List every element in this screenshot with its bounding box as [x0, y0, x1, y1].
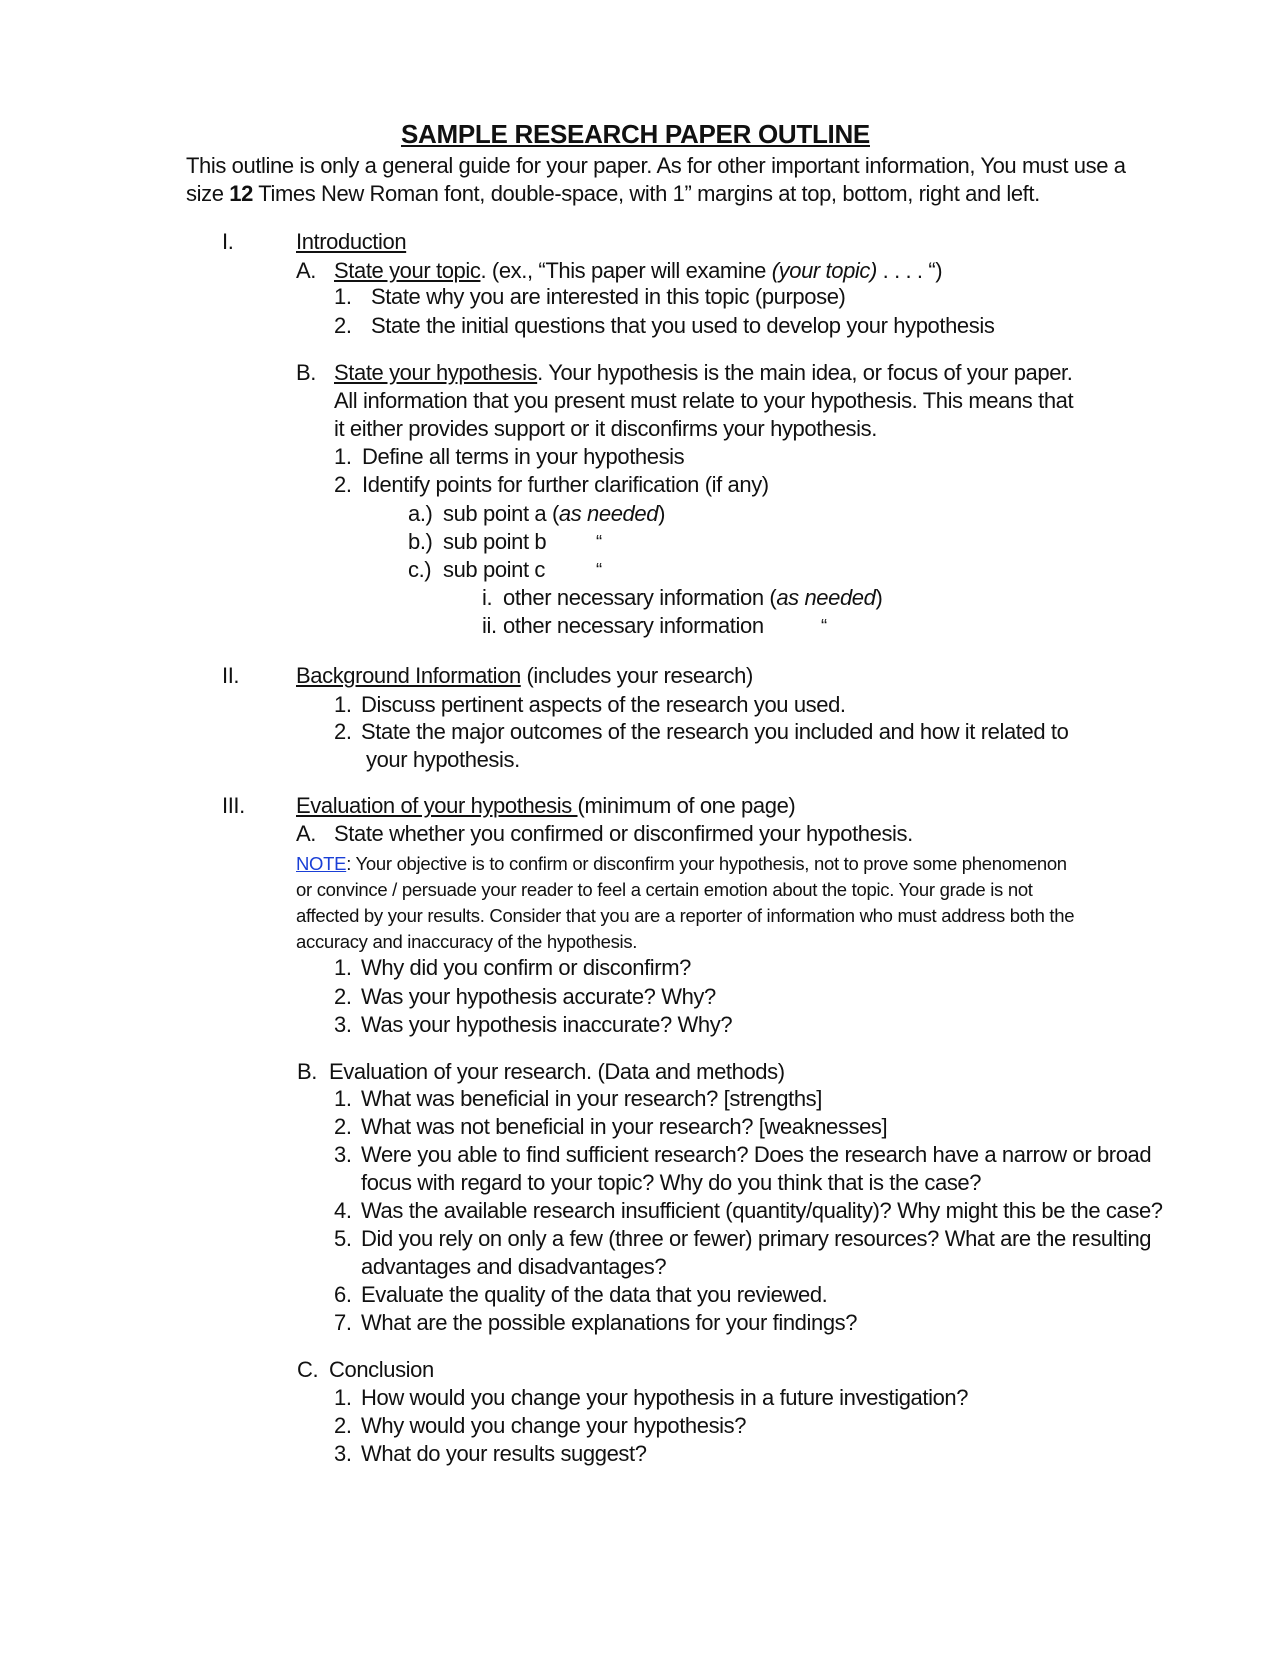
s1-b-label: B.: [296, 360, 316, 385]
s1-b-line-2: All information that you present must relate to your hypothesis. This means that: [334, 388, 1074, 413]
list-item-number: 3.: [334, 1012, 352, 1037]
list-item-number: 2.: [334, 984, 352, 1009]
list-item-number: 1.: [334, 444, 352, 469]
note-line-3: affected by your results. Consider that you are a reporter of information who must address both the: [296, 905, 1075, 926]
ditto-mark: “: [596, 559, 602, 580]
list-item: Was your hypothesis inaccurate? Why?: [361, 1012, 733, 1037]
s1-a-heading: State your topic: [334, 258, 481, 283]
list-item: Was the available research insufficient (quantity/quality)? Why might this be the case?: [361, 1198, 1163, 1223]
list-item-continuation: your hypothesis.: [366, 747, 520, 772]
list-item: What was not beneficial in your research? [weaknesses]: [361, 1114, 888, 1139]
s3-c-text: Conclusion: [329, 1357, 434, 1382]
list-item-number: 3.: [334, 1441, 352, 1466]
s1-b-heading: State your hypothesis: [334, 360, 538, 385]
list-item: Did you rely on only a few (three or fewer) primary resources? What are the resulting: [361, 1226, 1152, 1251]
intro-line-2: size 12 Times New Roman font, double-space, with 1” margins at top, bottom, right and left.: [186, 181, 1040, 206]
list-item: State why you are interested in this topic (purpose): [371, 284, 846, 309]
sub-point-label: b.): [408, 529, 433, 554]
sub-sub-point-label: i.: [482, 585, 493, 610]
ditto-mark: “: [596, 531, 602, 552]
section-3-heading: Evaluation of your hypothesis: [296, 793, 578, 818]
s3-a-text: State whether you confirmed or disconfirmed your hypothesis.: [334, 821, 913, 846]
sub-sub-point: other necessary information (as needed): [503, 585, 883, 610]
list-item-number: 3.: [334, 1142, 352, 1167]
list-item-number: 1.: [334, 284, 352, 309]
note-line-4: accuracy and inaccuracy of the hypothesis.: [296, 931, 638, 952]
section-3-numeral: III.: [222, 793, 245, 818]
sub-point: sub point c: [443, 557, 546, 582]
list-item-number: 2.: [334, 472, 352, 497]
list-item-number: 1.: [334, 692, 352, 717]
list-item-number: 2.: [334, 719, 352, 744]
section-2-heading-line: Background Information (includes your research): [296, 663, 753, 688]
list-item-number: 4.: [334, 1198, 352, 1223]
list-item: Why would you change your hypothesis?: [361, 1413, 747, 1438]
list-item-number: 7.: [334, 1310, 352, 1335]
list-item-number: 2.: [334, 313, 352, 338]
list-item-number: 1.: [334, 1385, 352, 1410]
list-item: Identify points for further clarification (if any): [362, 472, 769, 497]
list-item: State the major outcomes of the research you included and how it related to: [361, 719, 1069, 744]
list-item: What was beneficial in your research? [strengths]: [361, 1086, 822, 1111]
note-line-2: or convince / persuade your reader to feel a certain emotion about the topic. Your grade is not: [296, 879, 1033, 900]
section-3-heading-line: Evaluation of your hypothesis (minimum of one page): [296, 793, 796, 818]
list-item: Why did you confirm or disconfirm?: [361, 955, 691, 980]
s1-b-text: State your hypothesis. Your hypothesis is the main idea, or focus of your paper.: [334, 360, 1073, 385]
list-item-continuation: advantages and disadvantages?: [361, 1254, 667, 1279]
list-item: Define all terms in your hypothesis: [362, 444, 685, 469]
section-2-heading: Background Information: [296, 663, 521, 688]
list-item: Discuss pertinent aspects of the research you used.: [361, 692, 846, 717]
list-item: Was your hypothesis accurate? Why?: [361, 984, 716, 1009]
section-2-numeral: II.: [222, 663, 240, 688]
list-item-number: 5.: [334, 1226, 352, 1251]
list-item-number: 1.: [334, 955, 352, 980]
list-item: State the initial questions that you used to develop your hypothesis: [371, 313, 995, 338]
list-item: Evaluate the quality of the data that you reviewed.: [361, 1282, 828, 1307]
list-item: What do your results suggest?: [361, 1441, 647, 1466]
sub-point-label: c.): [408, 557, 432, 582]
sub-point: sub point a (as needed): [443, 501, 665, 526]
s1-a-label: A.: [296, 258, 316, 283]
list-item-number: 1.: [334, 1086, 352, 1111]
list-item: Were you able to find sufficient research? Does the research have a narrow or broad: [361, 1142, 1152, 1167]
list-item-number: 6.: [334, 1282, 352, 1307]
s3-b-label: B.: [297, 1059, 317, 1084]
list-item: How would you change your hypothesis in a future investigation?: [361, 1385, 969, 1410]
list-item-number: 2.: [334, 1114, 352, 1139]
page-title: SAMPLE RESEARCH PAPER OUTLINE: [401, 119, 870, 149]
font-size-value: 12: [229, 181, 253, 206]
section-1-numeral: I.: [222, 229, 234, 254]
s3-b-text: Evaluation of your research. (Data and methods): [329, 1059, 785, 1084]
s1-a-text: State your topic. (ex., “This paper will examine (your topic) . . . . “): [334, 258, 943, 283]
ditto-mark: “: [821, 615, 827, 636]
sub-sub-point-label: ii.: [482, 613, 497, 638]
section-1-heading: Introduction: [296, 229, 407, 254]
s3-a-label: A.: [296, 821, 316, 846]
s1-b-line-3: it either provides support or it disconfirms your hypothesis.: [334, 416, 877, 441]
list-item-number: 2.: [334, 1413, 352, 1438]
list-item: What are the possible explanations for your findings?: [361, 1310, 858, 1335]
intro-line-1: This outline is only a general guide for your paper. As for other important information, You must use a: [186, 153, 1126, 178]
sub-sub-point: other necessary information: [503, 613, 764, 638]
sub-point-label: a.): [408, 501, 433, 526]
note-line-1: NOTE: Your objective is to confirm or disconfirm your hypothesis, not to prove some phenomenon: [296, 853, 1067, 874]
note-link[interactable]: NOTE: [296, 853, 347, 874]
list-item-continuation: focus with regard to your topic? Why do you think that is the case?: [361, 1170, 982, 1195]
s3-c-label: C.: [297, 1357, 319, 1382]
sub-point: sub point b: [443, 529, 547, 554]
